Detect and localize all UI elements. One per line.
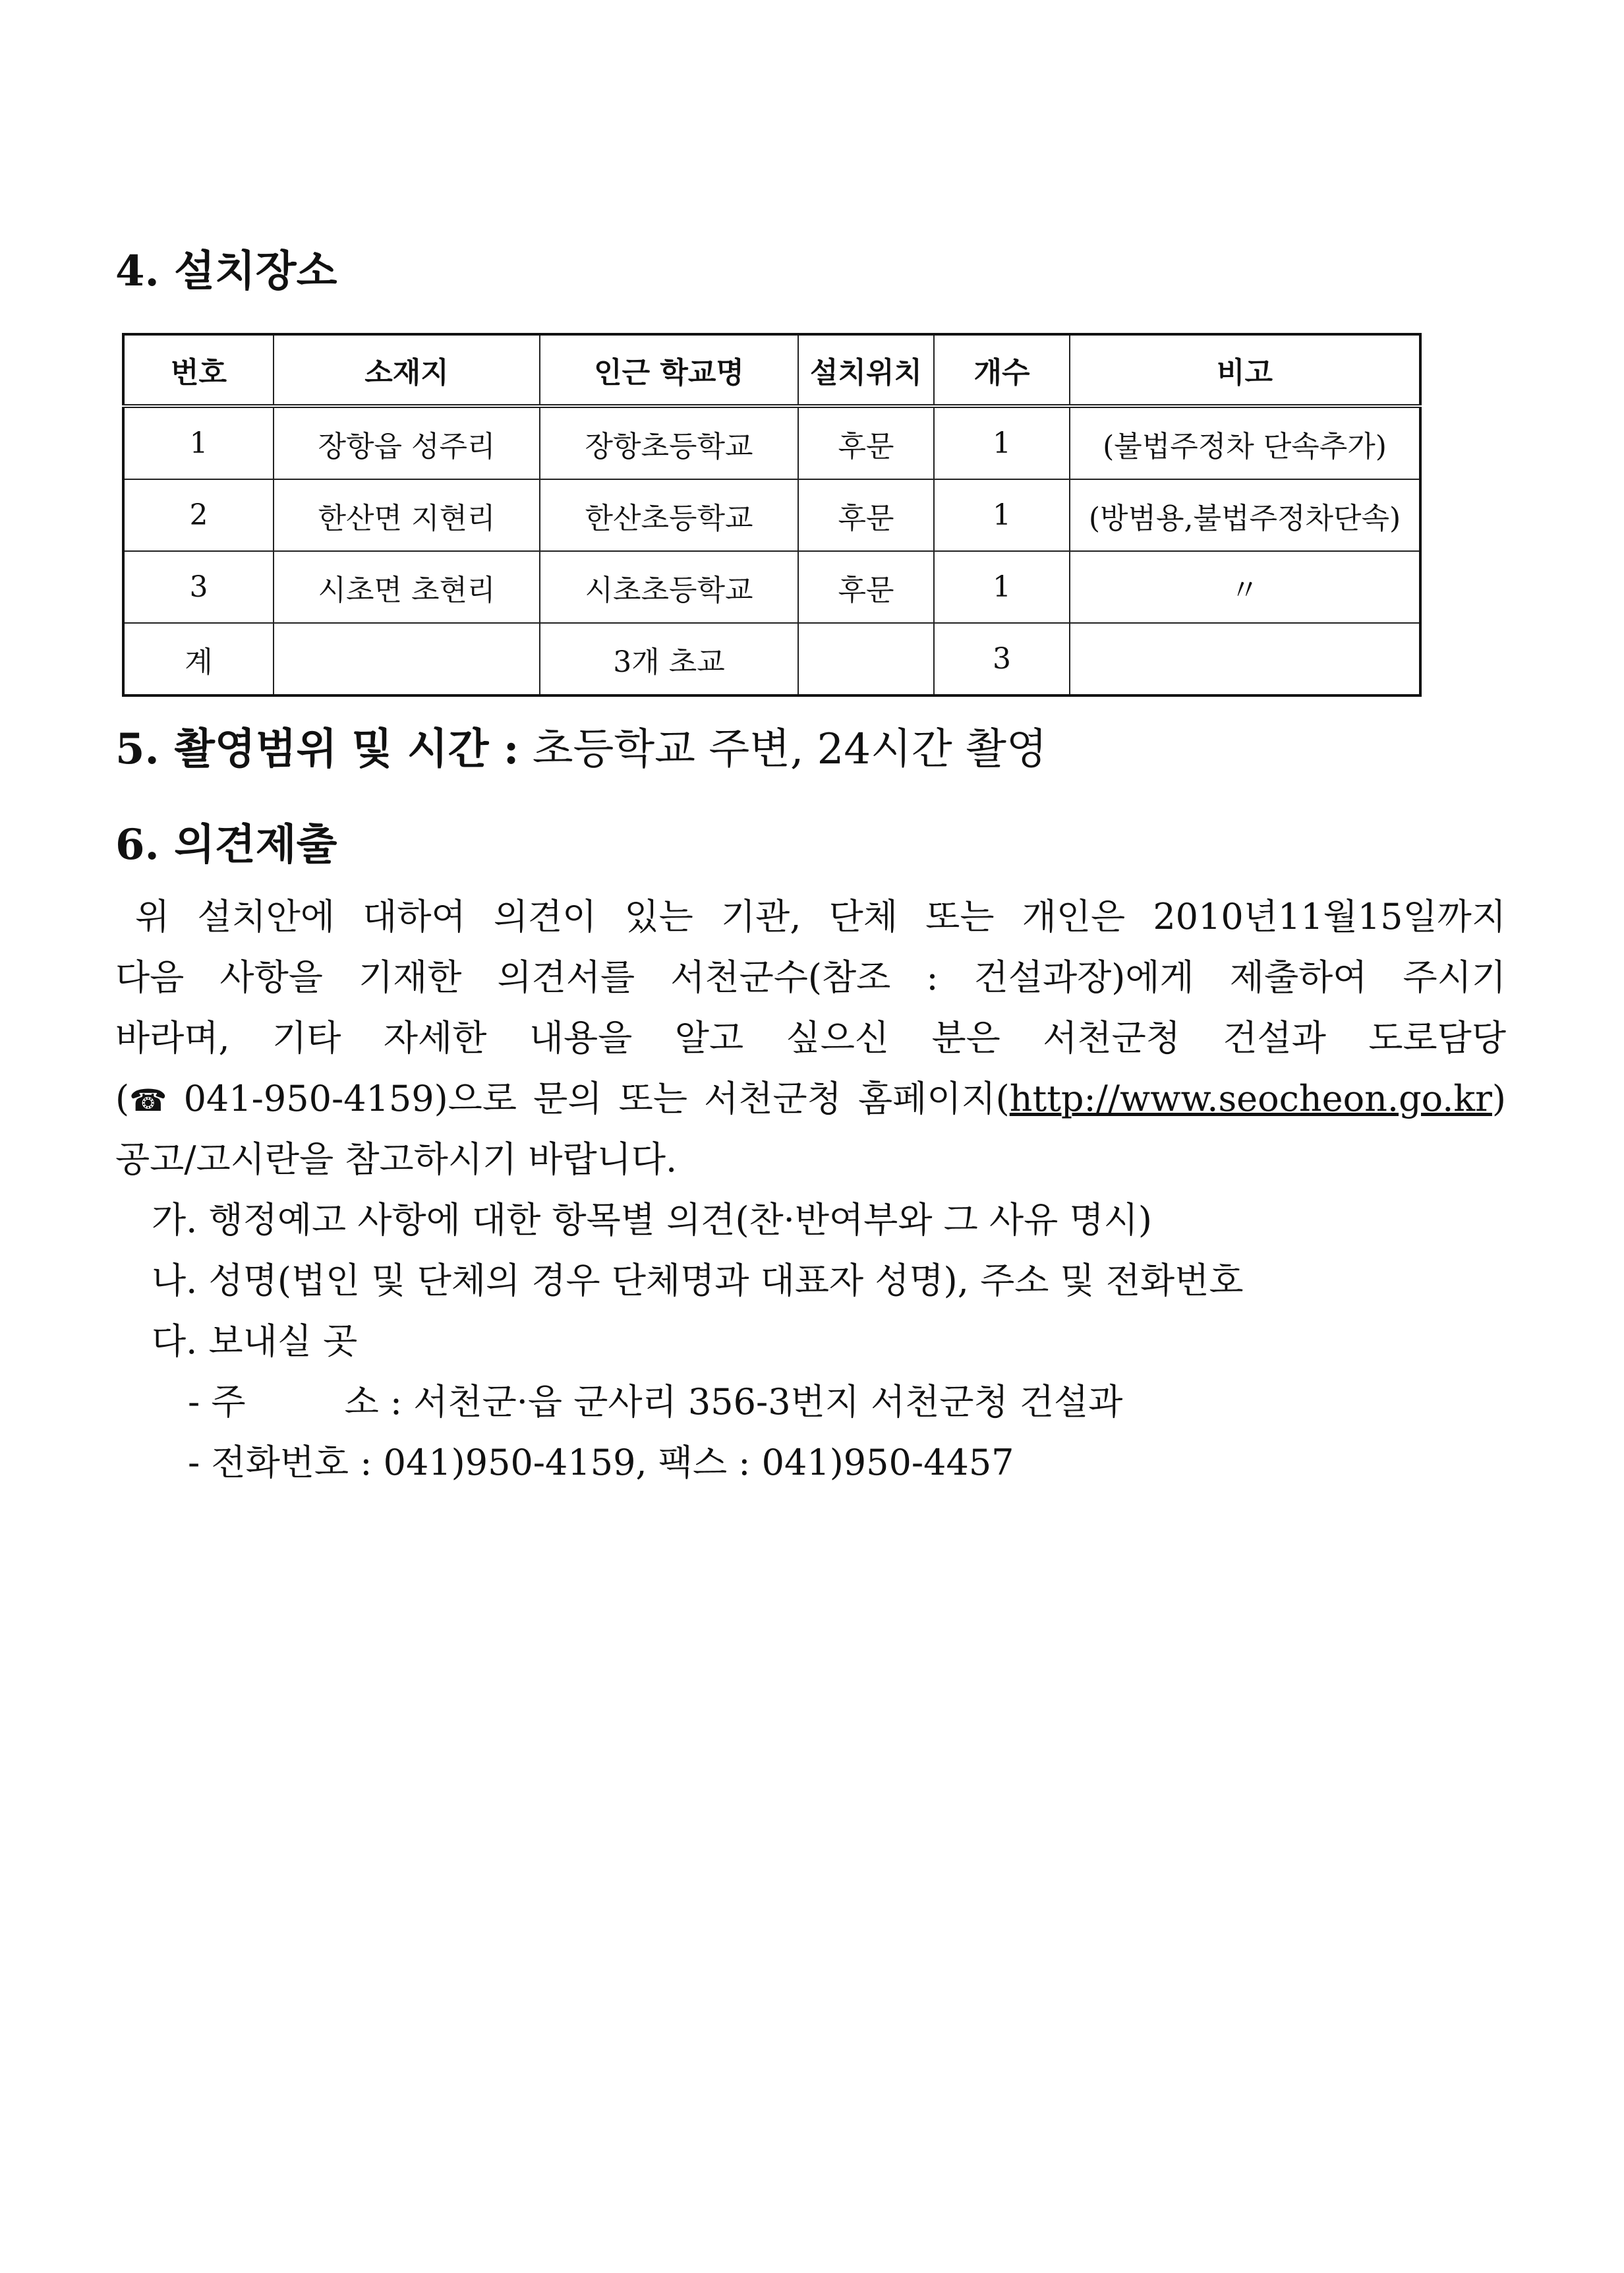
total-location <box>274 623 540 695</box>
cell-position: 후문 <box>798 479 934 551</box>
cell-position: 후문 <box>798 551 934 623</box>
header-note: 비고 <box>1070 334 1420 406</box>
cell-number: 2 <box>123 479 274 551</box>
opinion-paragraph-line-2: 다음 사항을 기재한 의견서를 서천군수(참조 : 건설과장)에게 제출하여 주시기 <box>115 957 1506 998</box>
cell-number: 1 <box>123 406 274 479</box>
cell-note: (방범용,불법주정차단속) <box>1070 479 1420 551</box>
close-paren: ) <box>1492 1078 1506 1119</box>
cell-school: 시초초등학교 <box>540 551 798 623</box>
table-row <box>123 551 1420 623</box>
header-number: 번호 <box>123 334 274 406</box>
cell-position: 후문 <box>798 406 934 479</box>
telephone-icon: ☎ <box>129 1082 167 1118</box>
opinion-paragraph-line-3: 바라며, 기타 자세한 내용을 알고 싶으신 분은 서천군청 건설과 도로담당 <box>115 1017 1506 1059</box>
item-da: 다. 보내실 곳 <box>152 1320 358 1362</box>
total-position <box>798 623 934 695</box>
header-position: 설치위치 <box>798 334 934 406</box>
total-label: 계 <box>123 623 274 695</box>
cell-count: 1 <box>934 479 1070 551</box>
header-location: 소재지 <box>274 334 540 406</box>
section-5-line <box>115 724 1047 774</box>
item-na: 나. 성명(법인 및 단체의 경우 단체명과 대표자 성명), 주소 및 전화번호 <box>152 1260 1244 1301</box>
opinion-paragraph-line-5: 공고/고시란을 참고하시기 바랍니다. <box>115 1138 678 1180</box>
cell-note: 〃 <box>1070 551 1420 623</box>
cell-location: 한산면 지현리 <box>274 479 540 551</box>
table-row <box>123 406 1420 479</box>
header-count: 개수 <box>934 334 1070 406</box>
installation-location-table <box>122 333 1422 697</box>
opinion-paragraph-line-4 <box>115 1069 1506 1131</box>
table-total-row <box>123 623 1420 695</box>
total-school: 3개 초교 <box>540 623 798 695</box>
address-label-a: - 주 <box>188 1381 246 1423</box>
total-count: 3 <box>934 623 1070 695</box>
cell-school: 장항초등학교 <box>540 406 798 479</box>
section-5-description: 초등학교 주변, 24시간 촬영 <box>519 725 1047 774</box>
phone-and-homepage-text: 041-950-4159)으로 문의 또는 서천군청 홈페이지( <box>183 1078 1010 1119</box>
opinion-paragraph-line-1: 위 설치안에 대하여 의견이 있는 기관, 단체 또는 개인은 2010년11월15일까지 <box>135 896 1506 937</box>
cell-number: 3 <box>123 551 274 623</box>
section-5-title: 5. 촬영범위 및 시간 : <box>115 724 519 774</box>
cell-school: 한산초등학교 <box>540 479 798 551</box>
header-school: 인근 학교명 <box>540 334 798 406</box>
open-paren: ( <box>115 1078 130 1119</box>
table-row <box>123 479 1420 551</box>
address-line <box>188 1372 1122 1432</box>
section-4-title: 4. 설치장소 <box>115 247 337 296</box>
contact-line: - 전화번호 : 041)950-4159, 팩스 : 041)950-4457 <box>188 1442 1014 1483</box>
address-label-b: 소 : 서천군·읍 군사리 356-3번지 서천군청 건설과 <box>344 1381 1123 1423</box>
cell-location: 장항읍 성주리 <box>274 406 540 479</box>
homepage-link[interactable]: http://www.seocheon.go.kr <box>1009 1078 1492 1119</box>
cell-count: 1 <box>934 551 1070 623</box>
cell-location: 시초면 초현리 <box>274 551 540 623</box>
table-header-row <box>123 334 1420 406</box>
item-ga: 가. 행정예고 사항에 대한 항목별 의견(찬·반여부와 그 사유 명시) <box>152 1199 1152 1241</box>
cell-count: 1 <box>934 406 1070 479</box>
total-note <box>1070 623 1420 695</box>
cell-note: (불법주정차 단속추가) <box>1070 406 1420 479</box>
section-6-title: 6. 의견제출 <box>115 820 337 870</box>
